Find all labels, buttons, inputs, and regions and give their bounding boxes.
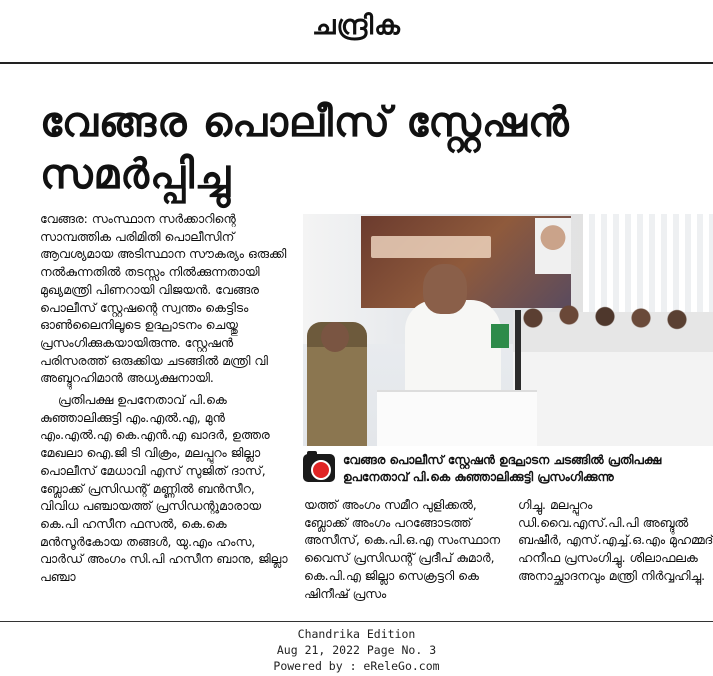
speaker bbox=[405, 300, 501, 400]
article-column-1 bbox=[40, 210, 296, 590]
article-paragraph: വേങ്ങര: സംസ്ഥാന സർക്കാറിന്റെ സാമ്പത്തിക പരിമിതി പൊലീസിന് ആവശ്യമായ അടിസ്ഥാന സൗകര്യം ഒരുക്കി നൽകുന്നതിൽ തടസ്സം നിൽക്കുന്നതായി മുഖ്യമന്ത്രി പിണറായി വിജയൻ. വേങ്ങര പൊലീസ് സ്റ്റേഷന്റെ സ്വന്തം കെട്ടിടം ഓൺലൈനിലൂടെ ഉദ്ഘാടനം ചെയ്തു പ്രസംഗിക്കുകയായിരുന്നു. സ്റ്റേഷൻ പരിസരത്ത് ഒരുക്കിയ ചടങ്ങിൽ മന്ത്രി വി അബ്ദുറഹിമാൻ അധ്യക്ഷനായി. bbox=[40, 211, 287, 386]
article-column-3: ഗിച്ചു. മലപ്പുറം ഡി.വൈ.എസ്.പി.പി അബ്ദുൽ ബഷീർ, എസ്.എച്ച്.ഒ.എം മുഹമ്മദ് ഹനീഫ പ്രസംഗിച്ചു. ശിലാഫലക അനാച്ഛാദനവും മന്ത്രി നിർവ്വഹിച്ചു. bbox=[518, 497, 713, 583]
article-paragraph: പ്രതിപക്ഷ ഉപനേതാവ് പി.കെ കുഞ്ഞാലിക്കുട്ടി എം.എൽ.എ, മുൻ എം.എൽ.എ കെ.എൻ.എ ഖാദർ, ഉത്തര മേഖലാ ഐ.ജി ടി വിക്രം, മലപ്പുറം ജില്ലാ പൊലീസ് മേധാവി എസ് സുജിത് ദാസ്, ബ്ലോക്ക് പ്രസിഡന്റ് മണ്ണിൽ ബൻസീറ, വിവിധ പഞ്ചായത്ത് പ്രസിഡന്റുമാരായ കെ.പി ഹസീന ഫസൽ, കെ.കെ മൻസൂർകോയ തങ്ങൾ, യു.എം ഹംസ, വാർഡ് അംഗം സി.പി ഹസീന ബാനു, ജില്ലാ പഞ്ചാ bbox=[40, 392, 288, 585]
edition-name: Chandrika Edition bbox=[297, 627, 416, 641]
podium bbox=[377, 390, 537, 446]
photo-caption bbox=[303, 452, 713, 486]
camera-icon bbox=[303, 454, 335, 482]
top-divider bbox=[0, 62, 713, 64]
bottom-divider bbox=[0, 621, 713, 622]
newspaper-logo: ചന്ദ്രിക bbox=[312, 10, 401, 41]
footer bbox=[0, 626, 713, 674]
news-photo bbox=[303, 214, 713, 446]
caption-text: വേങ്ങര പൊലീസ് സ്റ്റേഷൻ ഉദ്ഘാടന ചടങ്ങിൽ പ്രതിപക്ഷ ഉപനേതാവ് പി.കെ കുഞ്ഞാലിക്കുട്ടി പ്രസംഗിക്കുന്നു bbox=[343, 453, 662, 484]
seated-guests bbox=[513, 312, 713, 446]
powered-by-link[interactable]: Powered by : eReleGo.com bbox=[273, 659, 440, 673]
article-column-2: യത്ത് അംഗം സമീറ പുളിക്കൽ, ബ്ലോക്ക് അംഗം പറങ്ങോടത്ത് അസീസ്, കെ.പി.ഒ.എ സംസ്ഥാന വൈസ് പ്രസിഡന്റ് പ്രദീപ് കുമാർ, കെ.പി.എ ജില്ലാ സെക്രട്ടറി കെ ഷിനീഷ് പ്രസം bbox=[304, 497, 501, 601]
article-headline: വേങ്ങര പൊലീസ് സ്റ്റേഷൻ സമർപ്പിച്ചു bbox=[40, 98, 570, 198]
masthead bbox=[0, 0, 713, 64]
flag bbox=[491, 324, 509, 348]
banner-portrait bbox=[535, 218, 571, 274]
edition-date-page: Aug 21, 2022 Page No. 3 bbox=[276, 643, 437, 657]
